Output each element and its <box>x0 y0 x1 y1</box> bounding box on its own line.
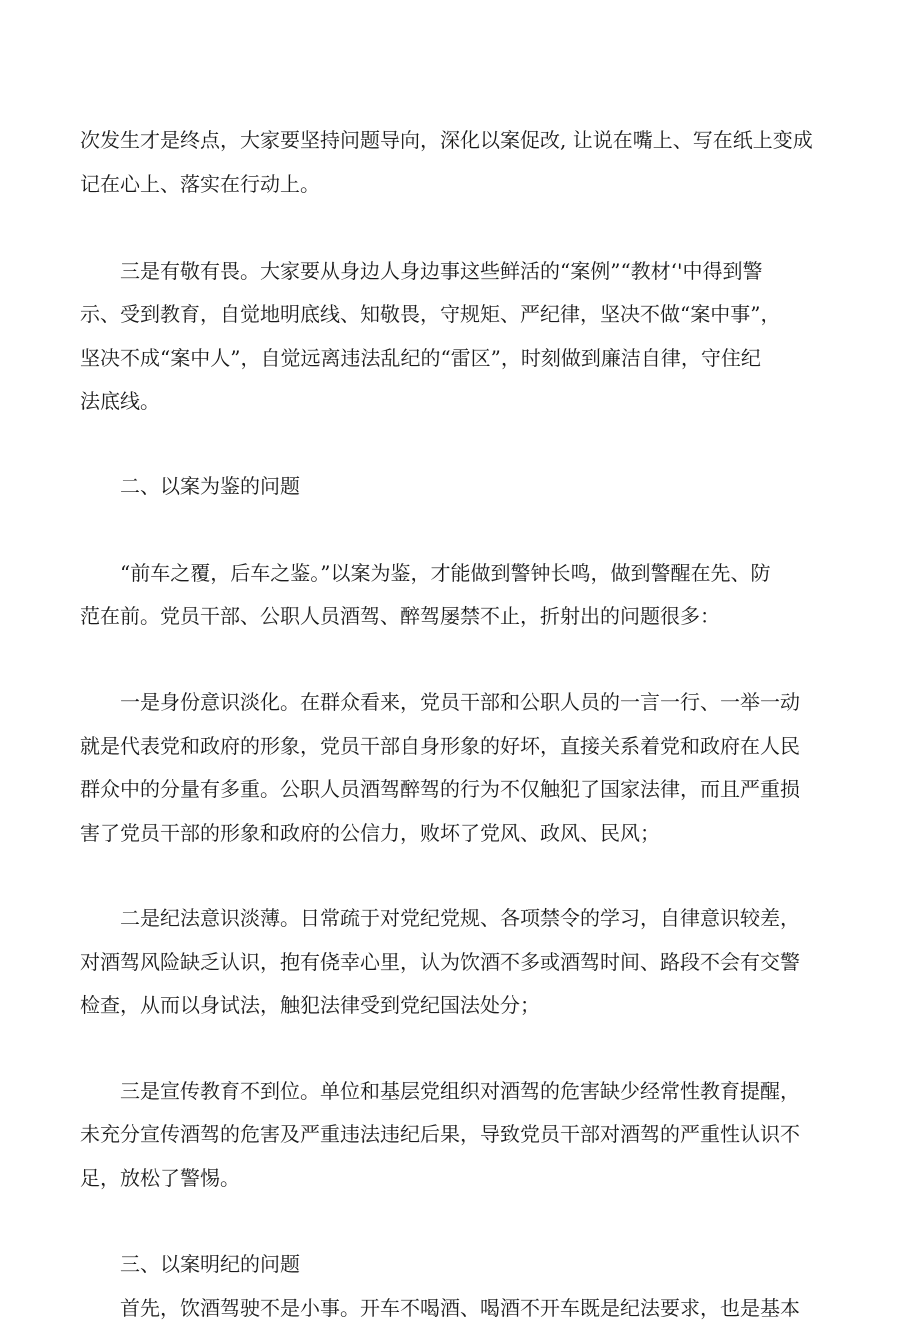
section-heading <box>0 1247 920 1281</box>
text-line <box>0 772 920 806</box>
line-text: 检查，从而以身试法，触犯法律受到党纪国法处分； <box>80 993 540 1017</box>
line-text: 三是有敬有畏。大家要从身边人身边事这些鲜活的“案例”“教材‘'中得到警 <box>120 259 763 283</box>
section-heading <box>0 469 920 503</box>
line-text: 法底线。 <box>80 389 160 413</box>
text-line <box>0 123 920 157</box>
heading-text: 二、以案为鉴的问题 <box>120 474 300 498</box>
line-text: 对酒驾风险缺乏认识，抱有侥幸心里，认为饮酒不多或酒驾时间、路段不会有交警 <box>80 950 800 974</box>
line-text: 群众中的分量有多重。公职人员酒驾醉驾的行为不仅触犯了国家法律，而且严重损 <box>80 777 800 801</box>
text-line <box>0 901 920 935</box>
line-text: 足，放松了警惕。 <box>80 1166 240 1190</box>
text-line <box>0 945 920 979</box>
line-text: 未充分宣传酒驾的危害及严重违法违纪后果，导致党员干部对酒驾的严重性认识不 <box>80 1122 800 1146</box>
text-line <box>0 167 920 201</box>
text-line <box>0 384 920 418</box>
text-line <box>0 1291 920 1325</box>
line-text: 三是宣传教育不到位。单位和基层党组织对酒驾的危害缺少经常性教育提醒， <box>120 1079 800 1103</box>
line-text: 害了党员干部的形象和政府的公信力，败坏了党风、政风、民风； <box>80 821 660 845</box>
text-line <box>0 1161 920 1195</box>
text-line <box>0 254 920 288</box>
heading-text: 三、以案明纪的问题 <box>120 1252 300 1276</box>
line-text: 范在前。党员干部、公职人员酒驾、醉驾屡禁不止，折射出的问题很多： <box>80 604 720 628</box>
line-text: 坚决不成“案中人”，自觉远离违法乱纪的“雷区”，时刻做到廉洁自律，守住纪 <box>80 346 761 370</box>
text-line <box>0 729 920 763</box>
text-line <box>0 988 920 1022</box>
line-text: 记在心上、落实在行动上。 <box>80 172 320 196</box>
line-text: “前车之覆，后车之鉴。”以案为鉴，才能做到警钟长鸣，做到警醒在先、防 <box>120 561 771 585</box>
line-text: 次发生才是终点，大家要坚持问题导向，深化以案促改, 让说在嘴上、写在纸上变成 <box>80 128 813 152</box>
text-line <box>0 685 920 719</box>
text-line <box>0 297 920 331</box>
text-line <box>0 556 920 590</box>
line-text: 二是纪法意识淡薄。日常疏于对党纪党规、各项禁令的学习，自律意识较差， <box>120 906 800 930</box>
line-text: 示、受到教育，自觉地明底线、知敬畏，守规矩、严纪律，坚决不做“案中事”， <box>80 302 781 326</box>
line-text: 就是代表党和政府的形象，党员干部自身形象的好坏，直接关系着党和政府在人民 <box>80 734 800 758</box>
text-line <box>0 816 920 850</box>
text-line <box>0 341 920 375</box>
text-line <box>0 1074 920 1108</box>
line-text: 一是身份意识淡化。在群众看来，党员干部和公职人员的一言一行、一举一动 <box>120 690 800 714</box>
text-line <box>0 1117 920 1151</box>
text-line <box>0 599 920 633</box>
line-text: 首先，饮酒驾驶不是小事。开车不喝酒、喝酒不开车既是纪法要求，也是基本 <box>120 1296 800 1320</box>
